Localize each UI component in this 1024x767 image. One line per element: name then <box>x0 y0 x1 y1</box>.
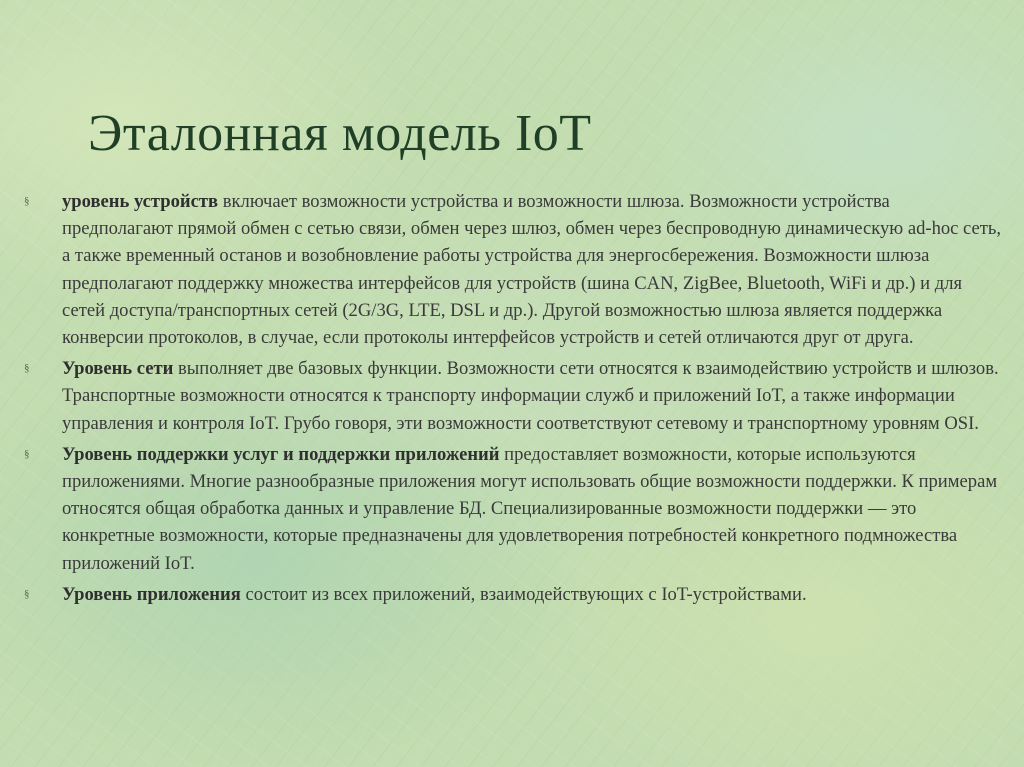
bullet-item-application-level <box>24 581 1004 608</box>
bullet-item-device-level <box>24 188 1004 351</box>
bullet-term: Уровень сети <box>62 358 174 380</box>
bullet-text: включает возможности устройства и возможности шлюза. Возможности устройства предполагают прямой обмен с сетью связи, обмен через шлюз, обмен через беспроводную динамическую ad-hoc сеть, а также временный останов и возобновление работы устройства для энергосбережения. Возможности шлюза предполагают поддержку множества интерфейсов для устройств (шина CAN, ZigBee, Bluetooth, WiFi и др.) и для сетей доступа/транспортных сетей (2G/3G, LTE, DSL и др.). Другой возможностью шлюза является поддержка конверсии протоколов, в случае, если протоколы интерфейсов устройств и сетей отличаются друг от друга. <box>62 191 1002 349</box>
bullet-marker-icon: § <box>24 447 30 460</box>
bullet-text: выполняет две базовых функции. Возможности сети относятся к взаимодействию устройств и шлюзов. Транспортные возможности относятся к транспорту информации служб и приложений IoT, а также информации управления и контроля IoT. Грубо говоря, эти возможности соответствуют сетевому и транспортному уровням OSI. <box>62 358 999 434</box>
bullet-term: Уровень поддержки услуг и поддержки приложений <box>62 443 500 465</box>
bullet-marker-icon: § <box>24 587 30 600</box>
bullet-list <box>24 188 1004 612</box>
bullet-item-service-support-level <box>24 441 1004 577</box>
bullet-marker-icon: § <box>24 195 30 207</box>
bullet-item-network-level <box>24 355 1004 437</box>
slide-title: Эталонная модель IoT <box>88 105 592 162</box>
bullet-term: уровень устройств <box>62 191 219 212</box>
bullet-term: Уровень приложения <box>62 583 241 605</box>
bullet-text: предоставляет возможности, которые используются приложениями. Многие разнообразные приложения могут использовать общие возможности поддержки. К примерам относятся общая обработка данных и управление БД. Специализированные возможности поддержки — это конкретные возможности, которые предназначены для удовлетворения потребностей конкретного подмножества приложений IoT. <box>62 443 998 574</box>
bullet-text: состоит из всех приложений, взаимодействующих с IoT-устройствами. <box>240 583 807 605</box>
bullet-marker-icon: § <box>24 362 30 375</box>
